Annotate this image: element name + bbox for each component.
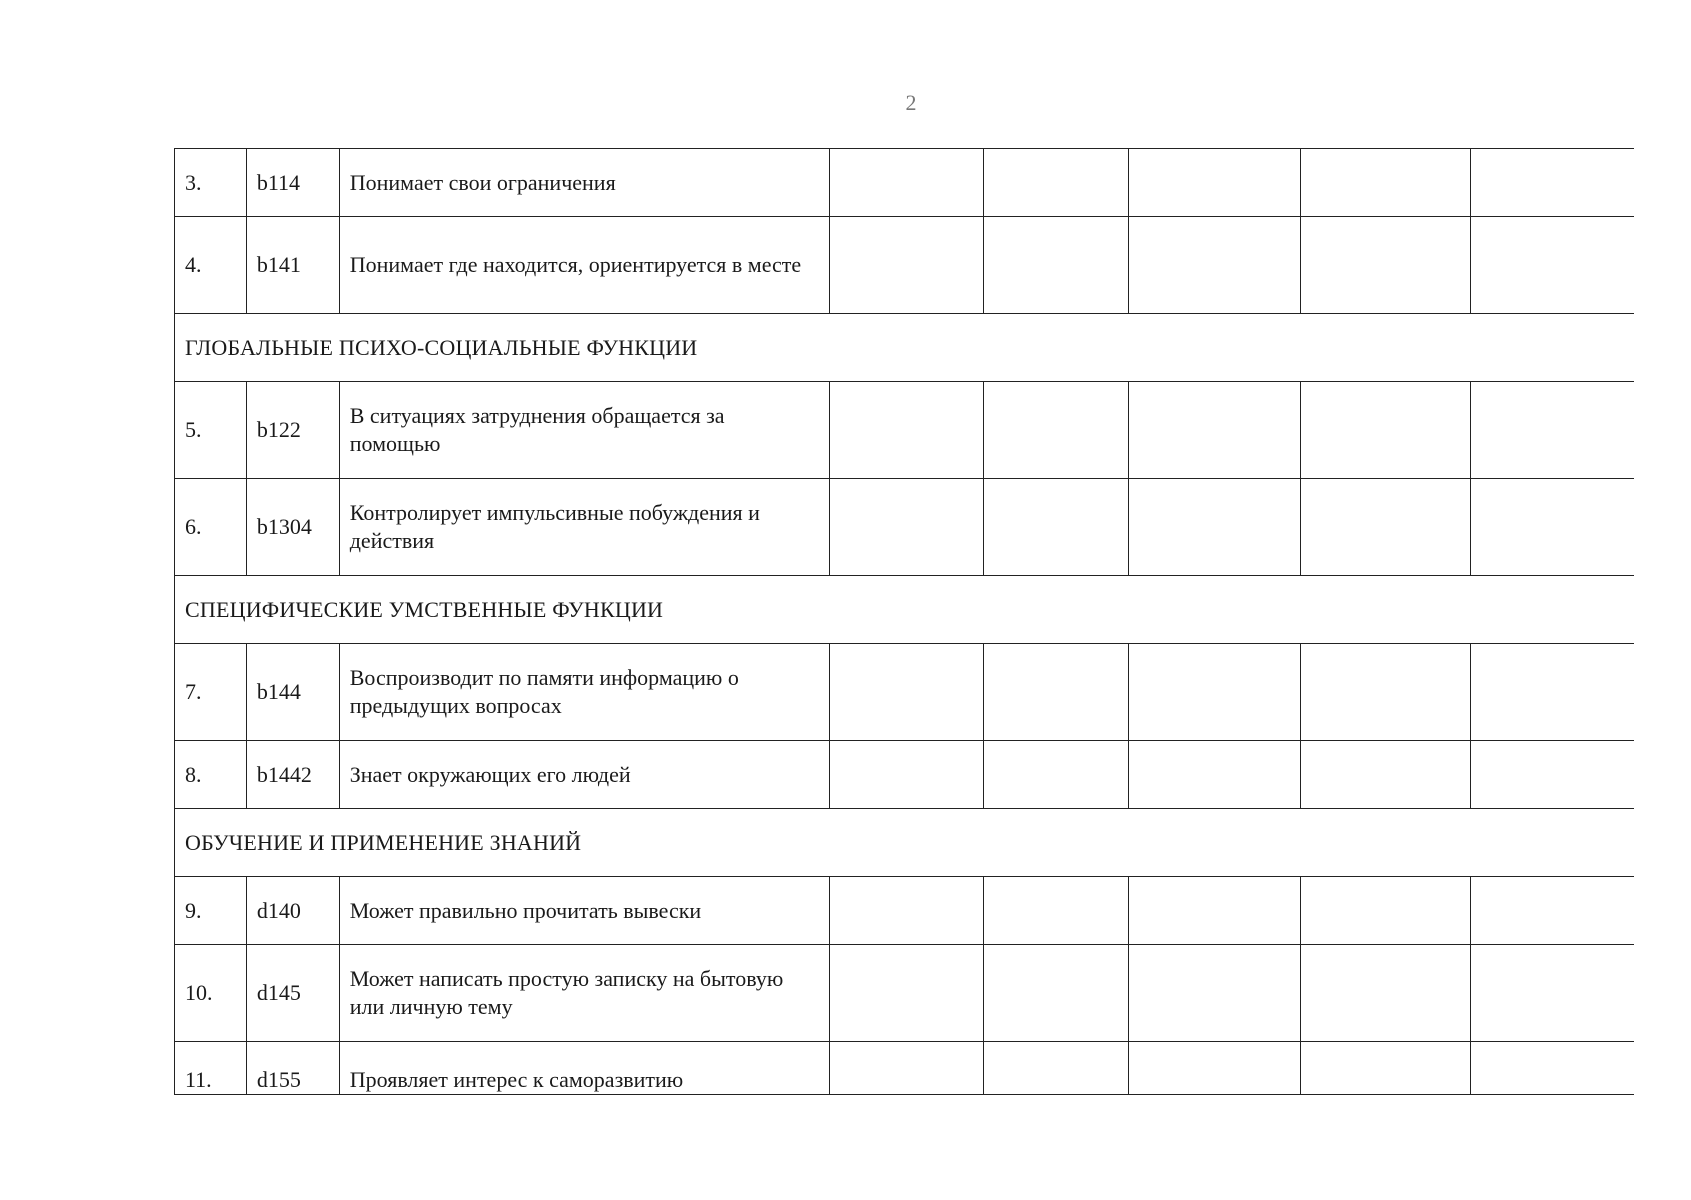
item-description: Воспроизводит по памяти информацию о предыдущих вопросах: [339, 644, 829, 741]
rating-cell-3[interactable]: [1128, 217, 1300, 314]
rating-cell-3[interactable]: [1128, 382, 1300, 479]
table-row: [175, 382, 1635, 479]
rating-cell-5[interactable]: [1470, 217, 1634, 314]
rating-cell-3[interactable]: [1128, 1042, 1300, 1095]
item-description: Понимает где находится, ориентируется в месте: [339, 217, 829, 314]
rating-cell-1[interactable]: [829, 741, 983, 809]
rating-cell-2[interactable]: [983, 149, 1128, 217]
item-code: b114: [246, 149, 339, 217]
rating-cell-1[interactable]: [829, 644, 983, 741]
rating-cell-5[interactable]: [1470, 479, 1634, 576]
item-description: Понимает свои ограничения: [339, 149, 829, 217]
rating-cell-4[interactable]: [1300, 149, 1470, 217]
table-row: [175, 877, 1635, 945]
rating-cell-3[interactable]: [1128, 644, 1300, 741]
rating-cell-1[interactable]: [829, 1042, 983, 1095]
rating-cell-2[interactable]: [983, 644, 1128, 741]
item-number: 10.: [175, 945, 247, 1042]
rating-cell-3[interactable]: [1128, 479, 1300, 576]
table-row: [175, 644, 1635, 741]
rating-cell-4[interactable]: [1300, 741, 1470, 809]
item-description: Может правильно прочитать вывески: [339, 877, 829, 945]
rating-cell-4[interactable]: [1300, 1042, 1470, 1095]
section-title: СПЕЦИФИЧЕСКИЕ УМСТВЕННЫЕ ФУНКЦИИ: [175, 576, 1635, 644]
page-number: 2: [905, 90, 917, 115]
table-row: [175, 741, 1635, 809]
table-row: [175, 1042, 1635, 1095]
rating-cell-4[interactable]: [1300, 644, 1470, 741]
item-number: 3.: [175, 149, 247, 217]
item-code: d145: [246, 945, 339, 1042]
item-number: 5.: [175, 382, 247, 479]
rating-cell-2[interactable]: [983, 479, 1128, 576]
item-number: 11.: [175, 1042, 247, 1095]
assessment-table: [174, 148, 1634, 1095]
rating-cell-1[interactable]: [829, 479, 983, 576]
assessment-table-body: [175, 149, 1635, 1095]
rating-cell-2[interactable]: [983, 382, 1128, 479]
rating-cell-1[interactable]: [829, 217, 983, 314]
rating-cell-3[interactable]: [1128, 149, 1300, 217]
rating-cell-1[interactable]: [829, 149, 983, 217]
table-row: [175, 149, 1635, 217]
table-row: [175, 217, 1635, 314]
rating-cell-2[interactable]: [983, 741, 1128, 809]
rating-cell-2[interactable]: [983, 945, 1128, 1042]
rating-cell-5[interactable]: [1470, 382, 1634, 479]
rating-cell-5[interactable]: [1470, 644, 1634, 741]
item-code: b1442: [246, 741, 339, 809]
section-header-row: [175, 314, 1635, 382]
rating-cell-3[interactable]: [1128, 945, 1300, 1042]
section-header-row: [175, 809, 1635, 877]
rating-cell-5[interactable]: [1470, 945, 1634, 1042]
item-description: Проявляет интерес к саморазвитию: [339, 1042, 829, 1095]
item-number: 8.: [175, 741, 247, 809]
rating-cell-4[interactable]: [1300, 945, 1470, 1042]
rating-cell-4[interactable]: [1300, 382, 1470, 479]
item-description: В ситуациях затруднения обращается за помощью: [339, 382, 829, 479]
item-description: Контролирует импульсивные побуждения и действия: [339, 479, 829, 576]
item-description: Может написать простую записку на бытовую или личную тему: [339, 945, 829, 1042]
rating-cell-4[interactable]: [1300, 479, 1470, 576]
rating-cell-3[interactable]: [1128, 877, 1300, 945]
item-code: d140: [246, 877, 339, 945]
item-code: b122: [246, 382, 339, 479]
rating-cell-1[interactable]: [829, 877, 983, 945]
rating-cell-5[interactable]: [1470, 149, 1634, 217]
item-code: b144: [246, 644, 339, 741]
rating-cell-2[interactable]: [983, 217, 1128, 314]
rating-cell-5[interactable]: [1470, 741, 1634, 809]
section-header-row: [175, 576, 1635, 644]
item-number: 7.: [175, 644, 247, 741]
item-number: 9.: [175, 877, 247, 945]
section-title: ОБУЧЕНИЕ И ПРИМЕНЕНИЕ ЗНАНИЙ: [175, 809, 1635, 877]
rating-cell-3[interactable]: [1128, 741, 1300, 809]
item-number: 4.: [175, 217, 247, 314]
item-code: d155: [246, 1042, 339, 1095]
rating-cell-2[interactable]: [983, 1042, 1128, 1095]
table-row: [175, 945, 1635, 1042]
page-bottom-margin: [0, 1102, 1691, 1200]
table-row: [175, 479, 1635, 576]
item-description: Знает окружающих его людей: [339, 741, 829, 809]
item-code: b141: [246, 217, 339, 314]
rating-cell-4[interactable]: [1300, 877, 1470, 945]
rating-cell-5[interactable]: [1470, 1042, 1634, 1095]
rating-cell-2[interactable]: [983, 877, 1128, 945]
rating-cell-4[interactable]: [1300, 217, 1470, 314]
rating-cell-1[interactable]: [829, 382, 983, 479]
section-title: ГЛОБАЛЬНЫЕ ПСИХО-СОЦИАЛЬНЫЕ ФУНКЦИИ: [175, 314, 1635, 382]
item-code: b1304: [246, 479, 339, 576]
rating-cell-1[interactable]: [829, 945, 983, 1042]
rating-cell-5[interactable]: [1470, 877, 1634, 945]
item-number: 6.: [175, 479, 247, 576]
